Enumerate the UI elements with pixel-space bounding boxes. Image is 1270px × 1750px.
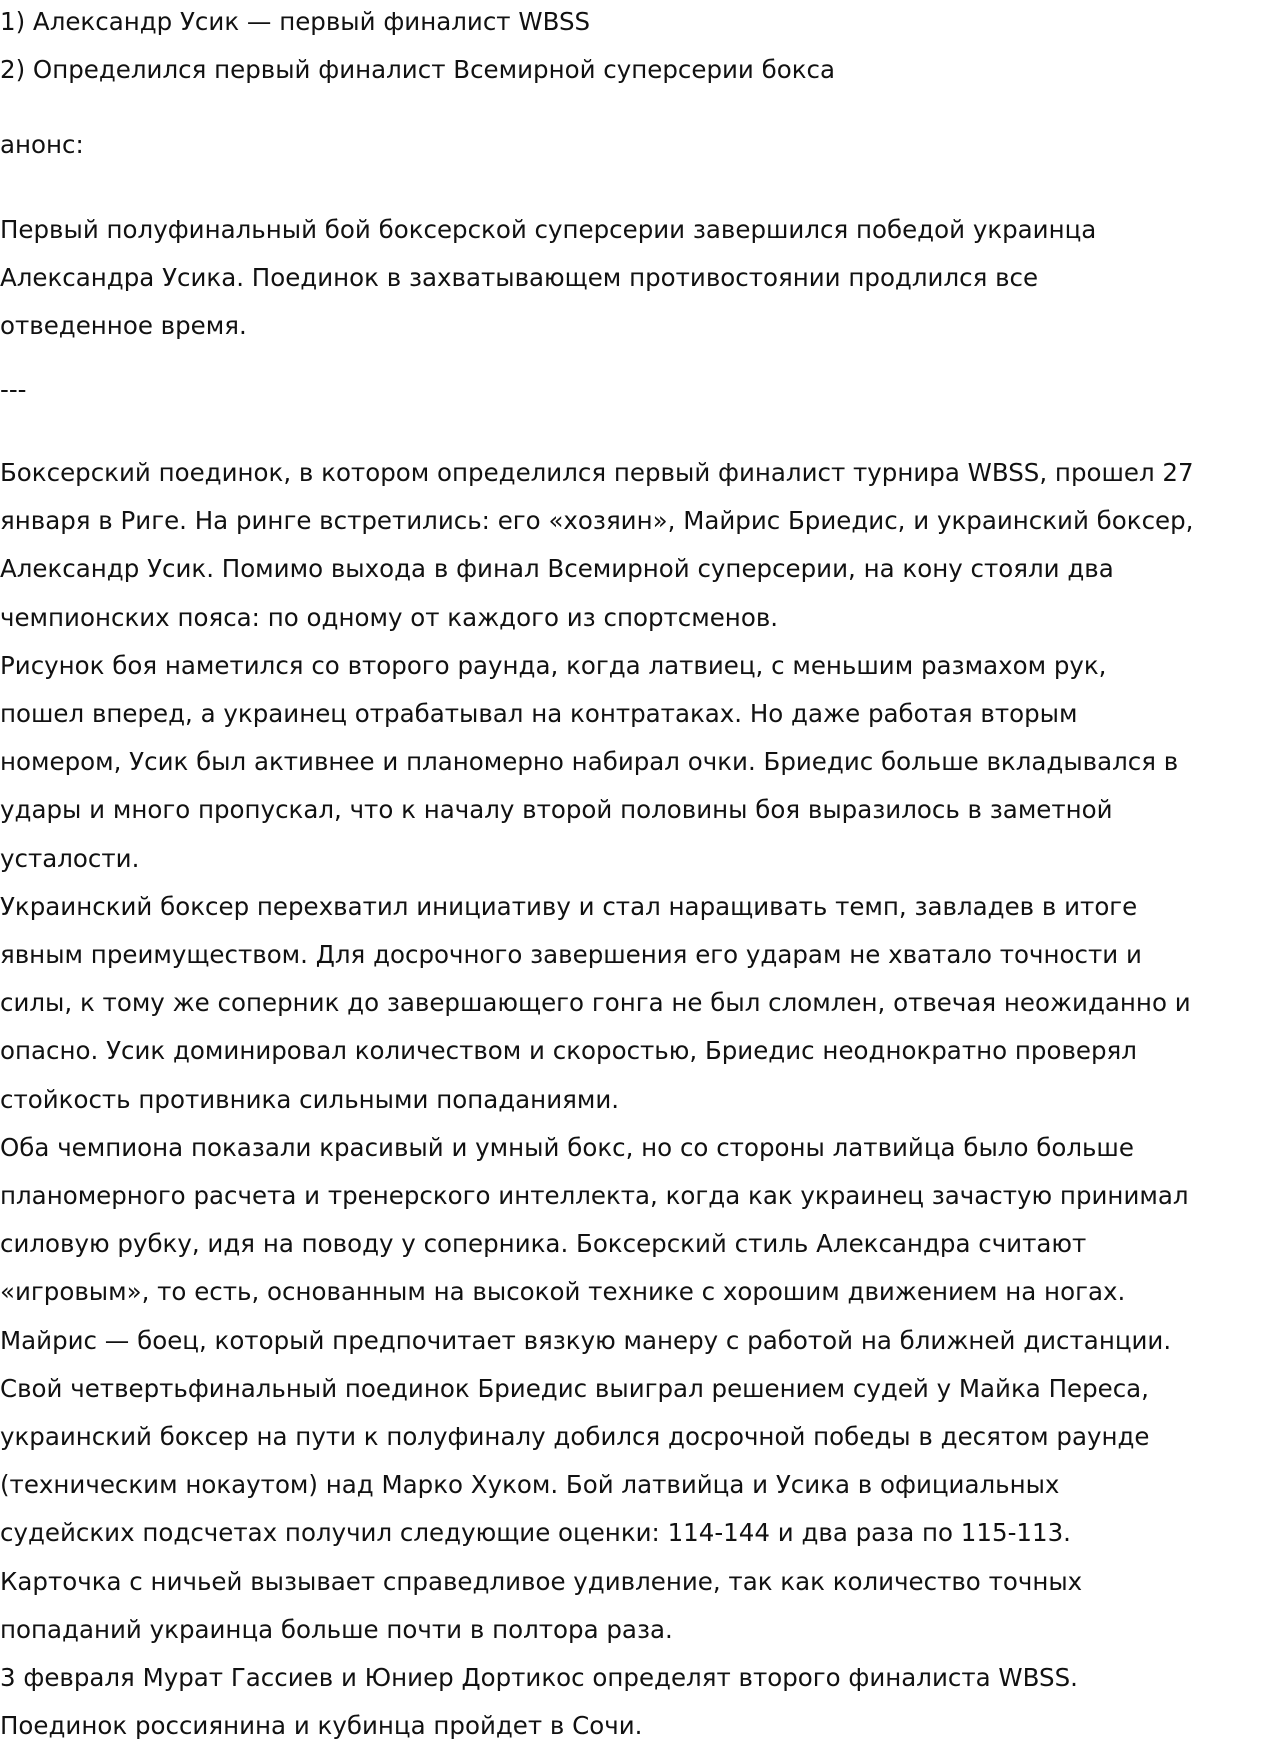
body-line: удары и много пропускал, что к началу второй половины боя выразилось в заметной: [0, 795, 1113, 825]
body-line: украинский боксер на пути к полуфиналу добился досрочной победы в десятом раунде: [0, 1422, 1150, 1452]
body-line: судейских подсчетах получил следующие оценки: 114-144 и два раза по 115-113.: [0, 1518, 1071, 1548]
separator: ---: [0, 375, 27, 404]
body-line: Майрис — боец, который предпочитает вязкую манеру с работой на ближней дистанции.: [0, 1325, 1172, 1355]
body-line: планомерного расчета и тренерского интеллекта, когда как украинец зачастую принимал: [0, 1181, 1189, 1211]
article-body: [0, 449, 1194, 1750]
body-line: Свой четвертьфинальный поединок Бриедис выиграл решением судей у Майка Переса,: [0, 1373, 1149, 1403]
body-line: января в Риге. На ринге встретились: его «хозяин», Майрис Бриедис, и украинский боксер,: [0, 506, 1194, 536]
body-line: Рисунок боя наметился со второго раунда, когда латвиец, с меньшим размахом рук,: [0, 650, 1107, 680]
body-line: Карточка с ничьей вызывает справедливое удивление, так как количество точных: [0, 1566, 1083, 1596]
body-line: явным преимуществом. Для досрочного завершения его ударам не хватало точности и: [0, 940, 1142, 970]
lead-line: Александра Усика. Поединок в захватывающем противостоянии продлился все: [0, 263, 1039, 293]
body-line: Боксерский поединок, в котором определился первый финалист турнира WBSS, прошел 27: [0, 458, 1194, 487]
body-line: Поединок россиянина и кубинца пройдет в Сочи.: [0, 1711, 643, 1741]
lead-line: Первый полуфинальный бой боксерской суперсерии завершился победой украинца: [0, 215, 1097, 244]
body-line: попаданий украинца больше почти в полтора раза.: [0, 1614, 673, 1644]
body-line: чемпионских пояса: по одному от каждого из спортсменов.: [0, 602, 779, 632]
body-line: (техническим нокаутом) над Марко Хуком. Бой латвийца и Усика в официальных: [0, 1470, 1060, 1500]
lead-line: отведенное время.: [0, 311, 247, 341]
body-line: опасно. Усик доминировал количеством и скоростью, Бриедис неоднократно проверял: [0, 1036, 1137, 1066]
body-line: усталости.: [0, 843, 140, 873]
body-line: силовую рубку, идя на поводу у соперника. Боксерский стиль Александра считают: [0, 1229, 1087, 1259]
body-line: стойкость противника сильными попаданиями.: [0, 1084, 620, 1114]
body-line: Украинский боксер перехватил инициативу и стал наращивать темп, завладев в итоге: [0, 891, 1138, 921]
body-line: силы, к тому же соперник до завершающего гонга не был сломлен, отвечая неожиданно и: [0, 988, 1191, 1018]
lead-paragraph: [0, 206, 1096, 351]
body-line: 3 февраля Мурат Гассиев и Юниер Дортикос определят второго финалиста WBSS.: [0, 1663, 1078, 1693]
anons-label: анонс:: [0, 130, 84, 159]
body-line: Александр Усик. Помимо выхода в финал Всемирной суперсерии, на кону стояли два: [0, 554, 1114, 584]
title-option-2: 2) Определился первый финалист Всемирной суперсерии бокса: [0, 55, 836, 84]
body-line: Оба чемпиона показали красивый и умный бокс, но со стороны латвийца было больше: [0, 1132, 1134, 1162]
body-line: номером, Усик был активнее и планомерно набирал очки. Бриедис больше вкладывался в: [0, 747, 1179, 777]
title-option-1: 1) Александр Усик — первый финалист WBSS: [0, 7, 591, 36]
body-line: пошел вперед, а украинец отрабатывал на контратаках. Но даже работая вторым: [0, 699, 1078, 729]
body-line: «игровым», то есть, основанным на высокой технике с хорошим движением на ногах.: [0, 1277, 1126, 1307]
